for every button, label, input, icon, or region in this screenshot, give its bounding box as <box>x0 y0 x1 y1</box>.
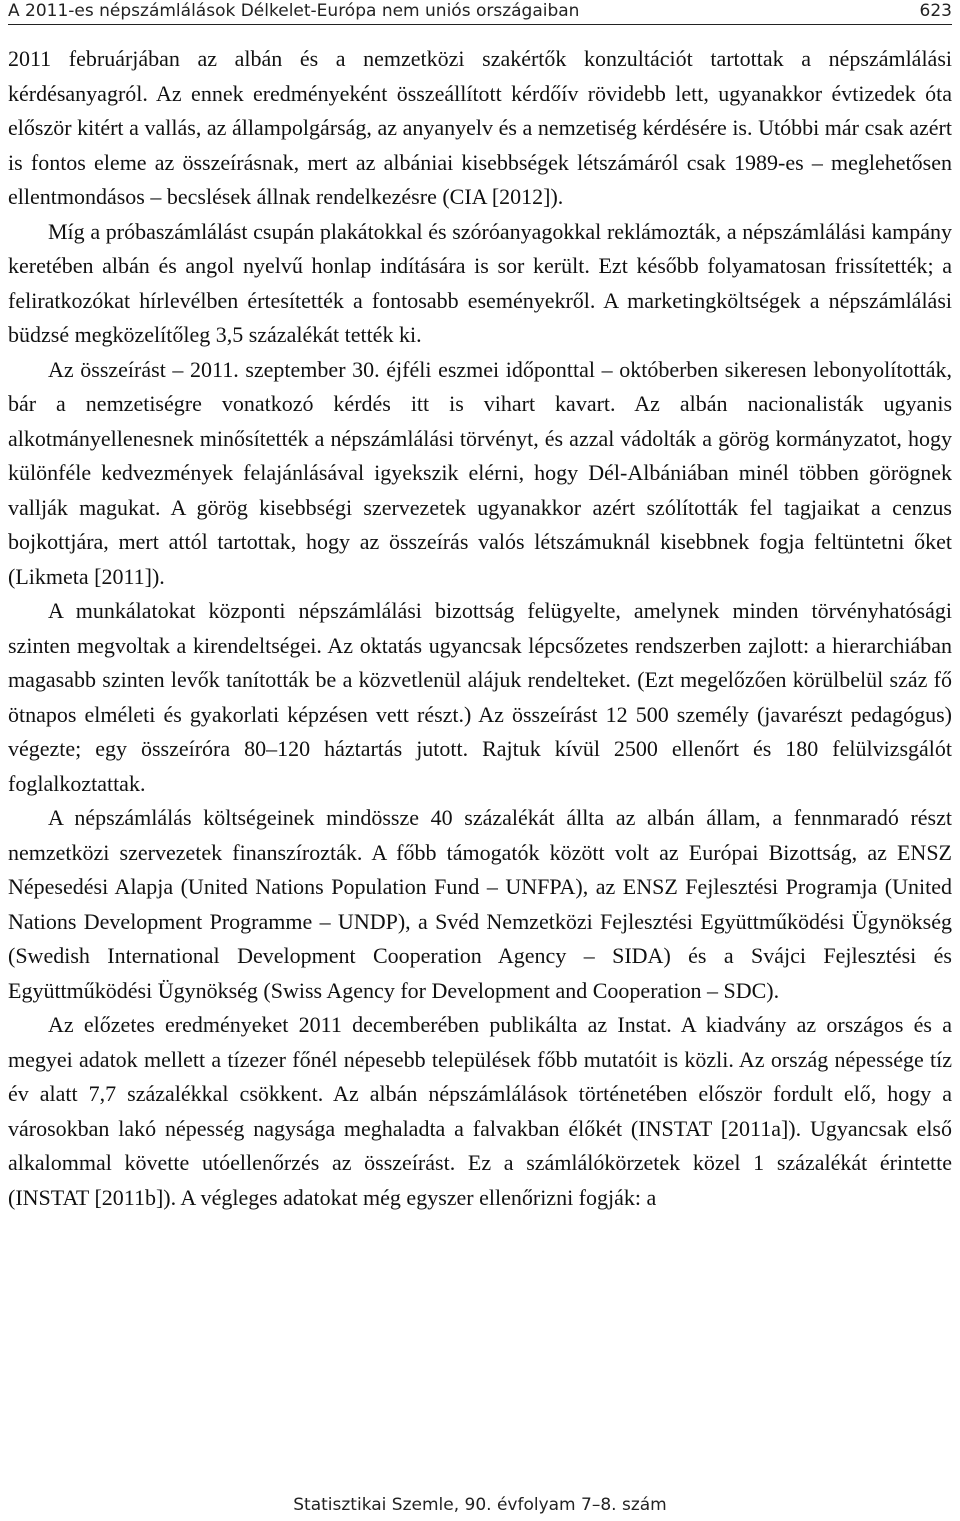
paragraph: Az összeírást – 2011. szeptember 30. éjféli eszmei időponttal – októberben sikeresen lebonyolították, bár a nemzetiségre vonatkozó kérdés itt is vihart kavart. Az albán nacionalisták ugyanis alkotmányellenesnek minősítették a népszámlálási törvényt, és azzal vádolták a görög kormányzatot, hogy különféle kedvezmények felajánlásával igyekszik elérni, hogy Dél-Albániában minél többen görögnek vallják magukat. A görög kisebbségi szervezetek ugyanakkor azért szólították fel tagjaikat a cenzus bojkottjára, mert attól tartottak, hogy az összeírás valós létszámuknál kisebbnek fogja feltüntetni őket (Likmeta [2011]). <box>8 356 952 589</box>
paragraph: 2011 februárjában az albán és a nemzetközi szakértők konzultációt tartottak a népszámlálási kérdésanyagról. Az ennek eredményeként összeállított kérdőív rövidebb lett, ugyanakkor évtizedek óta először kitért a vallás, az állampolgárság, az anyanyelv és a nemzetiség kérdésére is. Utóbbi már csak azért is fontos eleme az összeírásnak, mert az albániai kisebbségek létszámáról csak 1989-es – meglehetősen ellentmondásos – becslések állnak rendelkezésre (CIA [2012]). <box>8 46 952 209</box>
running-header-title: A 2011-es népszámlálások Délkelet-Európa nem uniós országaiban <box>8 1 580 21</box>
page-number: 623 <box>919 1 952 21</box>
header-rule <box>8 24 952 25</box>
paragraph: Míg a próbaszámlálást csupán plakátokkal és szóróanyagokkal reklámozták, a népszámlálási kampány keretében albán és angol nyelvű honlap indítására is sor került. Ezt később folyamatosan frissítették; a feliratkozókat hírlevélben értesítették a fontosabb eseményekről. A marketingköltségek a népszámlálási büdzsé megközelítőleg 3,5 százalékát tették ki. <box>8 218 952 347</box>
paragraph: A népszámlálás költségeinek mindössze 40 százalékát állta az albán állam, a fennmaradó részt nemzetközi szervezetek finanszírozták. A főbb támogatók között volt az Európai Bizottság, az ENSZ Népesedési Alapja (United Nations Population Fund – UNFPA), az ENSZ Fejlesztési Programja (United Nations Development Programme – UNDP), a Svéd Nemzetközi Fejlesztési Együttműködési Ügynökség (Swedish International Development Cooperation Agency – SIDA) és a Svájci Fejlesztési és Együttműködési Ügynökség (Swiss Agency for Development and Cooperation – SDC). <box>8 805 952 1003</box>
article-body <box>8 42 952 1215</box>
paragraph: Az előzetes eredményeket 2011 decemberében publikálta az Instat. A kiadvány az országos és a megyei adatok mellett a tízezer főnél népesebb települések főbb mutatóit is közli. Az ország népessége tíz év alatt 7,7 százalékkal csökkent. Az albán népszámlálások történetében először fordult elő, hogy a városokban lakó népesség nagysága meghaladta a falvakban élőkét (INSTAT [2011a]). Ugyancsak első alkalommal követte utóellenőrzés az összeírást. Ez a számlálókörzetek közel 1 százalékát érintette (INSTAT [2011b]). A végleges adatokat még egyszer ellenőrizni fogják: a <box>8 1012 952 1210</box>
paragraph: A munkálatokat központi népszámlálási bizottság felügyelte, amelynek minden törvényhatósági szinten megvoltak a kirendeltségei. Az oktatás ugyancsak lépcsőzetes rendszerben zajlott: a hierarchiában magasabb szinten levők tanították be a közvetlenül alájuk rendelteket. (Ezt megelőzően körülbelül száz fő ötnapos elméleti és gyakorlati képzésen vett részt.) Az összeírást 12 500 személy (javarészt pedagógus) végezte; egy összeíróra 80–120 háztartás jutott. Rajtuk kívül 2500 ellenőrt és 180 felülvizsgálót foglalkoztattak. <box>8 598 952 796</box>
running-footer: Statisztikai Szemle, 90. évfolyam 7–8. szám <box>293 1495 667 1515</box>
running-header <box>8 0 952 22</box>
